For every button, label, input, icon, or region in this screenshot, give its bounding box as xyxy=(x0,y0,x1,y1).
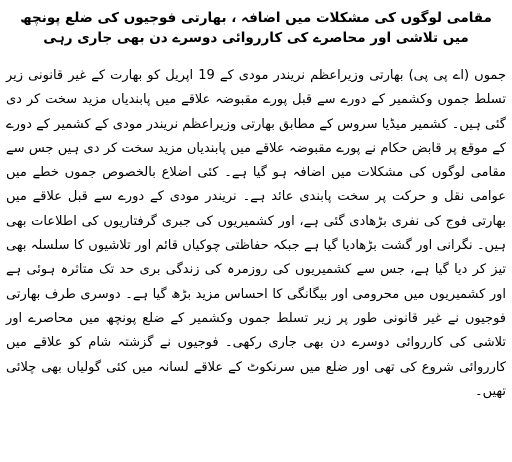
article-body: جموں (اے پی پی) بھارتی وزیراعظم نریندر مودی کے 19 اپریل کو بھارت کے غیر قانونی زیر تسلط جموں وکشمیر کے دورے سے قبل پورے مقبوضہ علاقے میں پابندیاں مزید سخت کر دی گئی ہیں۔ کشمیر میڈیا سروس کے مطابق بھارتی وزیراعظم نریندر مودی کے کشمیر کے دورے کے موقع پر قابض حکام نے پورے مقبوضہ علاقے میں پابندیاں مزید سخت کر دی ہیں جس سے مقامی لوگوں کی مشکلات میں اضافہ ہو گیا ہے۔ کئی اضلاع بالخصوص جموں خطے میں عوامی نقل و حرکت پر سخت پابندی عائد ہے۔ نریندر مودی کے دورے سے قبل علاقے میں بھارتی فوج کی نفری بڑھادی گئی ہے، اور کشمیریوں کی جبری گرفتاریوں کی اطلاعات بھی ہیں۔ نگرانی اور گشت بڑھادیا گیا ہے جبکہ حفاظتی چوکیاں قائم اور تلاشیوں کا سلسلہ بھی تیز کر دیا گیا ہے، جس سے کشمیریوں کی روزمرہ کی زندگی بری حد تک متاثرہ ہوئی ہے اور کشمیریوں میں محرومی اور بیگانگی کا احساس مزید بڑھ گیا ہے۔ دوسری طرف بھارتی فوجیوں نے غیر قانونی طور پر زیر تسلط جموں وکشمیر کے ضلع پونچھ میں محاصرے اور تلاشی کی کارروائی دوسرے دن بھی جاری رکھی۔ فوجیوں نے گزشتہ شام کو علاقے میں کارروائی شروع کی تھی اور ضلع میں سرنکوٹ کے علاقے لسانہ میں کئی گولیاں بھی چلائی تھیں۔ xyxy=(6,68,506,399)
article-headline: مقامی لوگوں کی مشکلات میں اضافہ ، بھارتی فوجیوں کی ضلع پونچھ میں تلاشی اور محاصرے کی کارروائی دوسرے دن بھی جاری رہی xyxy=(20,10,492,46)
